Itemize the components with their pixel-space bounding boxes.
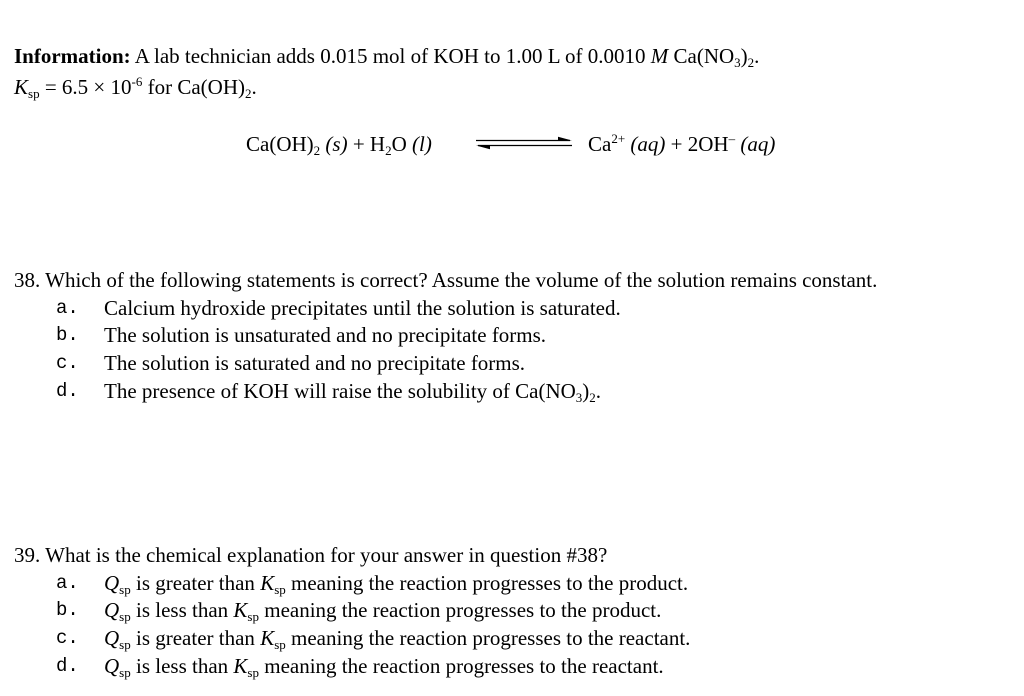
equation-right-side: $Ca^{2+}$ (aq) + 2OH– (aq) bbox=[588, 131, 776, 156]
question-39: 39. What is the chemical explanation for your answer in question #38? bbox=[14, 543, 608, 567]
question-38: 38. Which of the following statements is correct? Assume the volume of the solution remains constant. bbox=[14, 268, 878, 292]
calcium-nitrate-formula: $Ca(NO_3)_2$. bbox=[673, 44, 760, 70]
ksp-line: $K_{sp} = 6.5 \times 10^{-6}$ for $Ca(OH)_2$. bbox=[14, 74, 257, 101]
ksp-symbol: K bbox=[14, 75, 29, 99]
ksp-value: = 6.5 × 10 bbox=[39, 75, 132, 99]
information-label: Information: bbox=[14, 44, 131, 68]
molarity-unit: M bbox=[650, 44, 669, 68]
information-line bbox=[14, 44, 759, 68]
information-text: A lab technician adds 0.015 mol of KOH to 1.00 L of 0.0010 bbox=[134, 44, 646, 68]
equilibrium-arrow-icon bbox=[474, 136, 574, 150]
equation-left-side: $Ca(OH)_2$ $(s) + H_2O$ (l) bbox=[246, 132, 432, 158]
